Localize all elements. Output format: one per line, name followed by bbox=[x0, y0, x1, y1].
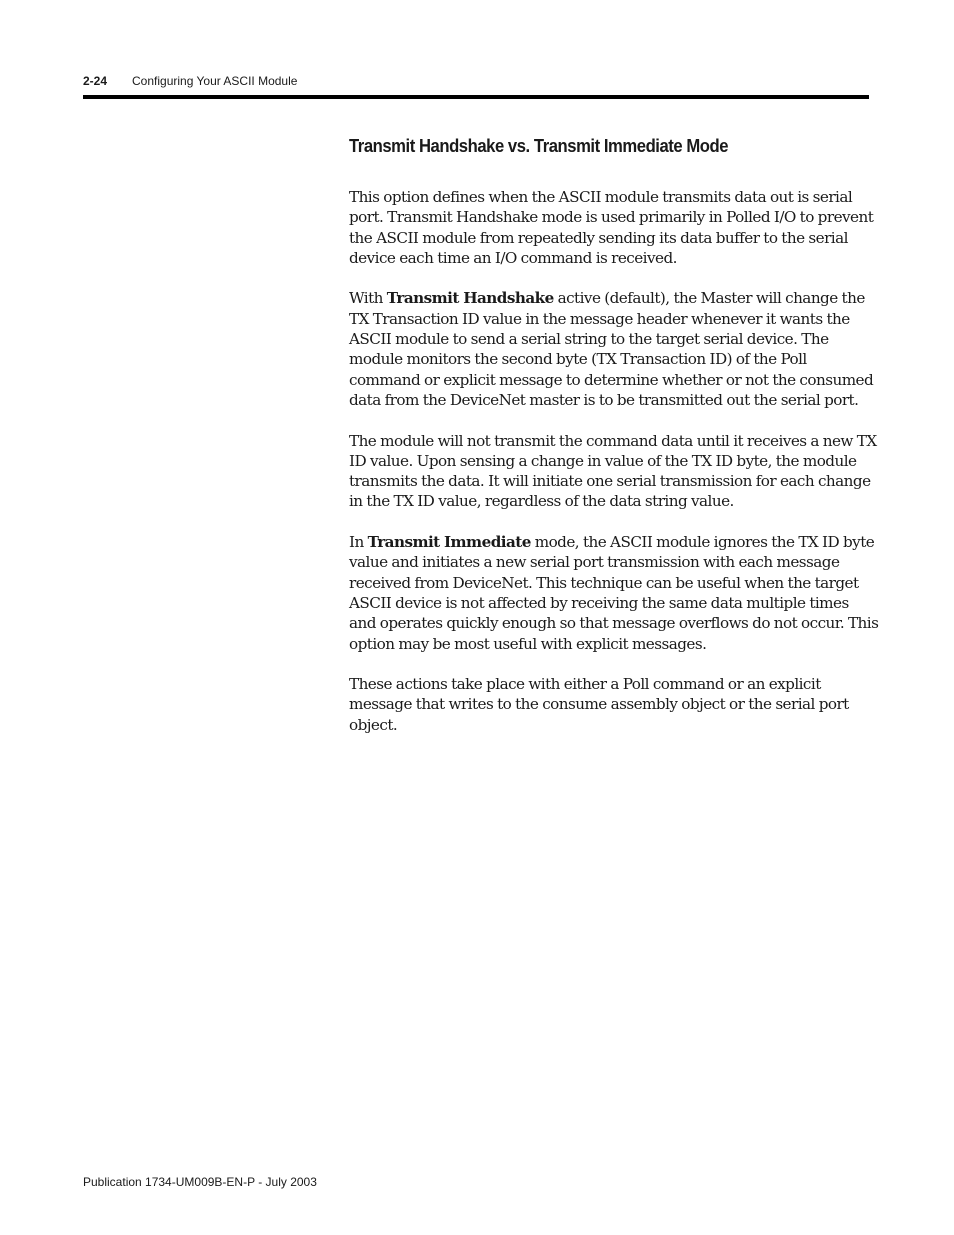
chapter-title: Configuring Your ASCII Module bbox=[132, 74, 298, 88]
paragraph-2-lead: With bbox=[349, 289, 387, 308]
page-header bbox=[83, 72, 297, 90]
paragraph-3: The module will not transmit the command data until it receives a new TX ID value. Upon sensing a change in value of the TX ID byte, the module transmits the data. It will initiate one serial transmission for each change in the TX ID value, regardless of the data string value. bbox=[349, 431, 877, 511]
page-number: 2-24 bbox=[83, 74, 108, 88]
section-title: Transmit Handshake vs. Transmit Immediate Mode bbox=[349, 135, 729, 156]
paragraph-2-rest: active (default), the Master will change the TX Transaction ID value in the message header whenever it wants the ASCII module to send a serial string to the target serial device. The module monitors the second byte (TX Transaction ID) of the Poll command or explicit message to determine whether or not the consumed data from the DeviceNet master is to be transmitted out the serial port. bbox=[349, 289, 874, 409]
paragraph-4-lead: In bbox=[349, 533, 368, 552]
transmit-handshake-term: Transmit Handshake bbox=[386, 289, 554, 308]
paragraph-1: This option defines when the ASCII module transmits data out is serial port. Transmit Handshake mode is used primarily in Polled I/O to prevent the ASCII module from repeatedly sending its data buffer to the serial device each time an I/O command is received. bbox=[349, 188, 874, 267]
paragraph-2 bbox=[349, 288, 879, 410]
paragraph-5: These actions take place with either a Poll command or an explicit message that writes to the consume assembly object or the serial port object. bbox=[349, 675, 849, 734]
header-rule bbox=[83, 95, 869, 99]
page-footer: Publication 1734-UM009B-EN-P - July 2003 bbox=[83, 1175, 317, 1189]
body-text bbox=[349, 187, 879, 755]
paragraph-4-rest: mode, the ASCII module ignores the TX ID byte value and initiates a new serial port transmission with each message received from DeviceNet. This technique can be useful when the target ASCII device is not affected by receiving the same data multiple times and operates quickly enough so that message overflows do not occur. This option may be most useful with explicit messages. bbox=[349, 533, 879, 653]
transmit-immediate-term: Transmit Immediate bbox=[367, 533, 531, 552]
paragraph-4 bbox=[349, 532, 879, 654]
